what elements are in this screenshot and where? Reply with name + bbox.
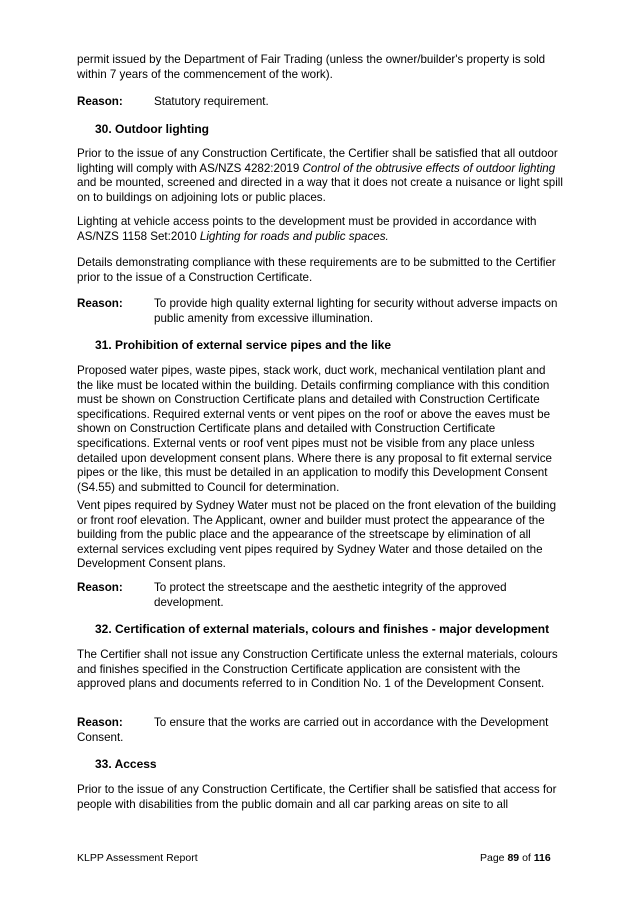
condition-30-reason xyxy=(77,297,564,326)
condition-31-paragraph-1: Proposed water pipes, waste pipes, stack work, duct work, mechanical ventilation plant and the like must be located within the building. Details confirming compliance with this condition must be shown on Construction Certificate plans and detailed with Construction Certificate specifications. Required external vents or vent pipes on the roof or above the eaves must be shown on Construction Certificate plans and detailed with Construction Certificate specifications. External vents or roof vent pipes must not be visible from any place unless detailed upon development consent plans. Where there is any proposal to fit external service pipes or the like, this must be detailed in an application to modify this Development Consent (S4.55) and submitted to Council for determination. xyxy=(77,364,552,494)
condition-30-heading: 30. Outdoor lighting xyxy=(95,122,209,136)
condition-30-paragraph-1: Prior to the issue of any Construction Certificate, the Certifier shall be satisfied that all outdoor lighting will comply with AS/NZS 4282:2019 Control of the obtrusive effects of outdoor lighting and be mounted, screened and directed in a way that it does not create a nuisance or light spill on to buildings on adjoining lots or public places. xyxy=(77,147,563,204)
reason-text: Statutory requirement. xyxy=(154,95,269,108)
reason-text: To ensure that the works are carried out in accordance with the Development Consent. xyxy=(77,716,549,744)
reason-label: Reason: xyxy=(77,95,123,108)
condition-33-heading: 33. Access xyxy=(95,757,157,771)
condition-32-reason xyxy=(77,716,564,745)
condition-30-paragraph-3: Details demonstrating compliance with these requirements are to be submitted to the Certifier prior to the issue of a Construction Certificate. xyxy=(77,256,556,284)
condition-31-heading: 31. Prohibition of external service pipes and the like xyxy=(95,338,392,352)
condition-32-heading: 32. Certification of external materials, colours and finishes - major development xyxy=(95,622,550,636)
intro-reason xyxy=(77,95,564,110)
reason-text: To provide high quality external lighting for security without adverse impacts on public amenity from excessive illumination. xyxy=(154,297,558,325)
condition-31-reason xyxy=(77,581,564,610)
condition-33-paragraph-1: Prior to the issue of any Construction Certificate, the Certifier shall be satisfied that access for people with disabilities from the public domain and all car parking areas on site to all xyxy=(77,783,557,811)
reason-text: To protect the streetscape and the aesthetic integrity of the approved development. xyxy=(154,581,507,609)
condition-32-paragraph-1: The Certifier shall not issue any Construction Certificate unless the external materials, colours and finishes specified in the Construction Certificate application are consistent with the approved plans and documents referred to in Condition No. 1 of the Development Consent. xyxy=(77,648,558,691)
condition-31-paragraph-2: Vent pipes required by Sydney Water must not be placed on the front elevation of the building or front roof elevation. The Applicant, owner and builder must protect the appearance of the building from the public place and the appearance of the streetscape by elimination of all external services excluding vent pipes required by Sydney Water and those detailed on the Development Consent plans. xyxy=(77,499,557,571)
footer-report-title: KLPP Assessment Report xyxy=(77,852,198,864)
intro-paragraph: permit issued by the Department of Fair Trading (unless the owner/builder's property is sold within 7 years of the commencement of the work). xyxy=(77,53,546,81)
reason-label: Reason: xyxy=(77,716,123,729)
reason-label: Reason: xyxy=(77,297,123,310)
footer-page-number: Page 89 of 116 xyxy=(480,852,551,864)
reason-label: Reason: xyxy=(77,581,123,594)
condition-30-paragraph-2: Lighting at vehicle access points to the development must be provided in accordance with AS/NZS 1158 Set:2010 Lighting for roads and public spaces. xyxy=(77,215,537,243)
